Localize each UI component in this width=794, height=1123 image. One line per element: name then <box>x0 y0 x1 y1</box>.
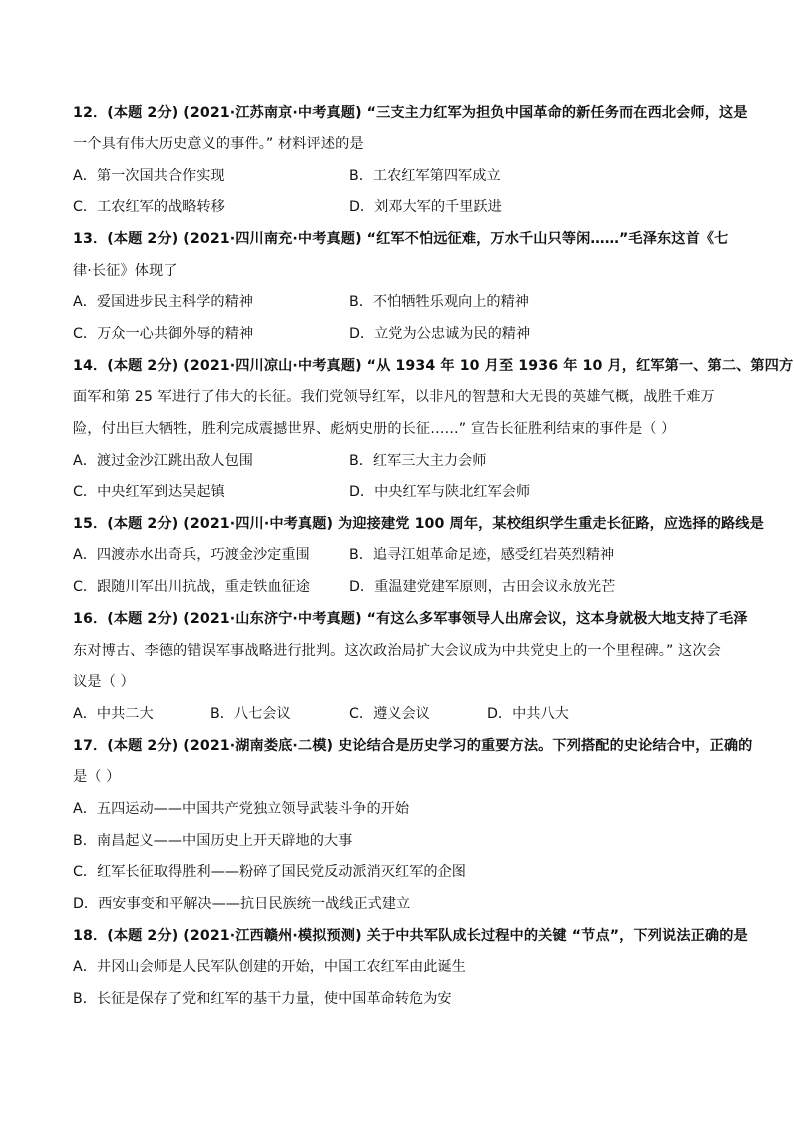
q12-option-d[interactable]: D．刘邓大军的千里跃进 <box>349 199 502 215</box>
question-14-line-3: 险，付出巨大牺牲，胜利完成震撼世界、彪炳史册的长征……” 宣告长征胜利结束的事件是（ ） <box>73 421 676 437</box>
question-17-line-2: 是（ ） <box>73 769 121 785</box>
q14-option-b[interactable]: B．红军三大主力会师 <box>349 453 487 469</box>
q13-option-d[interactable]: D．立党为公忠诚为民的精神 <box>349 326 531 342</box>
q17-option-d[interactable]: D．西安事变和平解决——抗日民族统一战线正式建立 <box>73 896 411 912</box>
q13-option-a[interactable]: A．爱国进步民主科学的精神 <box>73 294 253 310</box>
q14-option-a[interactable]: A．渡过金沙江跳出敌人包围 <box>73 453 253 469</box>
question-16-line-3: 议是（ ） <box>73 674 135 690</box>
q12-option-a[interactable]: A．第一次国共合作实现 <box>73 168 225 184</box>
question-14-line-2: 面军和第 25 军进行了伟大的长征。我们党领导红军，以非凡的智慧和大无畏的英雄气概，战胜千难万 <box>73 389 715 405</box>
q16-option-b[interactable]: B．八七会议 <box>210 706 291 722</box>
question-12-line-1: 12．(本题 2分) (2021·江苏南京·中考真题) “三支主力红军为担负中国革命的新任务而在西北会师，这是 <box>73 105 748 121</box>
q12-option-c[interactable]: C．工农红军的战略转移 <box>73 199 225 215</box>
q15-option-c[interactable]: C．跟随川军出川抗战，重走铁血征途 <box>73 579 310 595</box>
q16-option-c[interactable]: C．遵义会议 <box>349 706 430 722</box>
q15-option-a[interactable]: A．四渡赤水出奇兵，巧渡金沙定重围 <box>73 547 310 563</box>
question-14-line-1: 14．(本题 2分) (2021·四川凉山·中考真题) “从 1934 年 10 月至 1936 年 10 月，红军第一、第二、第四方 <box>73 358 794 374</box>
q15-option-d[interactable]: D．重温建党建军原则，古田会议永放光芒 <box>349 579 616 595</box>
q14-option-d[interactable]: D．中央红军与陕北红军会师 <box>349 484 531 500</box>
q17-option-b[interactable]: B．南昌起义——中国历史上开天辟地的大事 <box>73 833 353 849</box>
question-13-line-1: 13．(本题 2分) (2021·四川南充·中考真题) “红军不怕远征难，万水千山只等闲……”毛泽东这首《七 <box>73 231 729 247</box>
q12-option-b[interactable]: B．工农红军第四军成立 <box>349 168 501 184</box>
q16-option-a[interactable]: A．中共二大 <box>73 706 154 722</box>
question-16-line-2: 东对博古、李德的错误军事战略进行批判。这次政治局扩大会议成为中共党史上的一个里程碑。” 这次会 <box>73 643 721 659</box>
q13-option-c[interactable]: C．万众一心共御外辱的精神 <box>73 326 254 342</box>
q14-option-c[interactable]: C．中央红军到达吴起镇 <box>73 484 225 500</box>
q13-option-b[interactable]: B．不怕牺牲乐观向上的精神 <box>349 294 529 310</box>
question-18-line-1: 18．(本题 2分) (2021·江西赣州·模拟预测) 关于中共军队成长过程中的关键 “节点”，下列说法正确的是 <box>73 928 748 944</box>
q17-option-c[interactable]: C．红军长征取得胜利——粉碎了国民党反动派消灭红军的企图 <box>73 864 466 880</box>
q16-option-d[interactable]: D．中共八大 <box>487 706 569 722</box>
question-12-line-2: 一个具有伟大历史意义的事件。” 材料评述的是 <box>73 136 364 152</box>
q15-option-b[interactable]: B．追寻江姐革命足迹，感受红岩英烈精神 <box>349 547 615 563</box>
q17-option-a[interactable]: A．五四运动——中国共产党独立领导武装斗争的开始 <box>73 801 410 817</box>
question-15-line-1: 15．(本题 2分) (2021·四川·中考真题) 为迎接建党 100 周年，某校组织学生重走长征路，应选择的路线是 <box>73 516 764 532</box>
q18-option-a[interactable]: A．井冈山会师是人民军队创建的开始，中国工农红军由此诞生 <box>73 959 466 975</box>
q18-option-b[interactable]: B．长征是保存了党和红军的基干力量，使中国革命转危为安 <box>73 991 452 1007</box>
question-13-line-2: 律·长征》体现了 <box>73 263 178 279</box>
question-17-line-1: 17．(本题 2分) (2021·湖南娄底·二模) 史论结合是历史学习的重要方法。下列搭配的史论结合中，正确的 <box>73 738 753 754</box>
question-16-line-1: 16．(本题 2分) (2021·山东济宁·中考真题) “有这么多军事领导人出席会议，这本身就极大地支持了毛泽 <box>73 611 748 627</box>
